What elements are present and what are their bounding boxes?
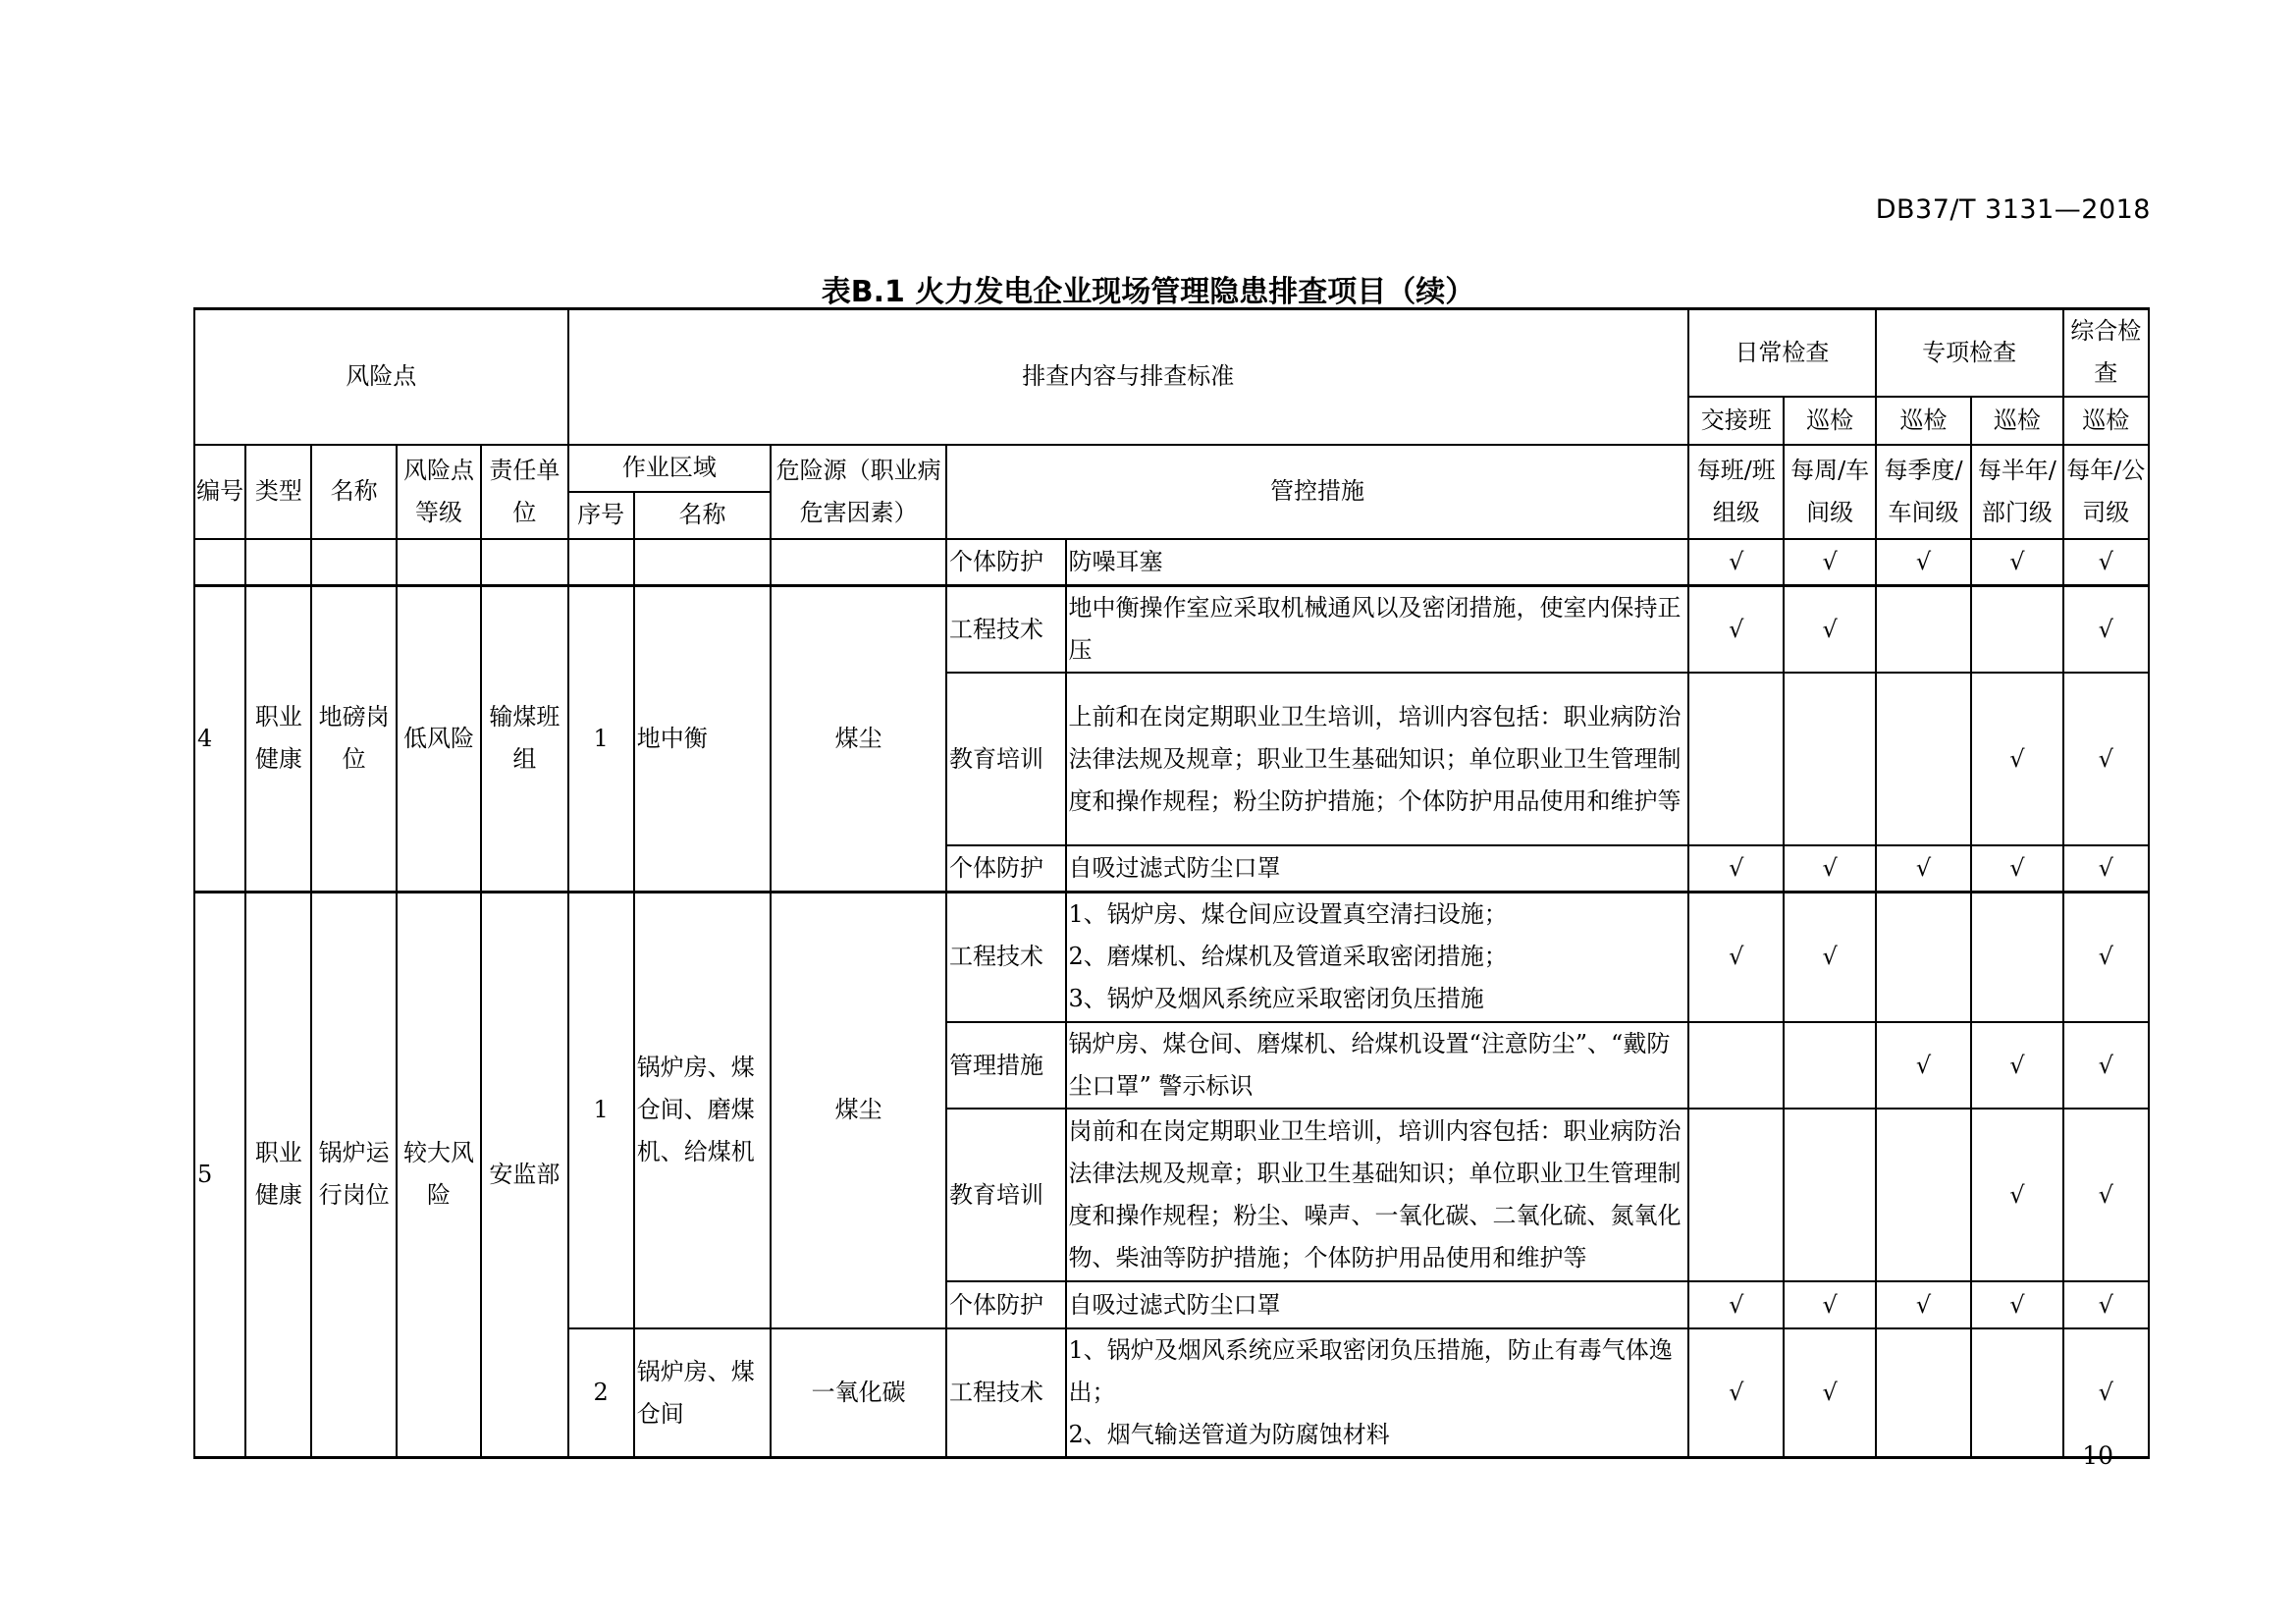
check-mark (1876, 586, 1971, 674)
check-mark: √ (2063, 892, 2149, 1022)
check-mark: √ (1688, 892, 1784, 1022)
check-mark: √ (1876, 1022, 1971, 1109)
risk-type: 职业健康 (245, 586, 311, 893)
hazard-source: 煤尘 (771, 892, 946, 1328)
header-daily-check: 日常检查 (1688, 309, 1876, 397)
header-frequency: 每季度/车间级 (1876, 445, 1971, 539)
header-frequency: 每班/班组级 (1688, 445, 1784, 539)
check-mark: √ (1688, 539, 1784, 586)
check-mark (1971, 586, 2062, 674)
risk-level: 低风险 (397, 586, 481, 893)
check-mark: √ (2063, 673, 2149, 845)
check-mark: √ (1688, 586, 1784, 674)
control-measure: 锅炉房、煤仓间、磨煤机、给煤机设置“注意防尘”、“戴防尘口罩” 警示标识 (1066, 1022, 1689, 1109)
cell-empty (194, 539, 245, 586)
check-mark: √ (2063, 1328, 2149, 1458)
header-special-check: 专项检查 (1876, 309, 2063, 397)
cell-empty (771, 539, 946, 586)
check-mark (1784, 673, 1875, 845)
responsible-unit: 输煤班组 (481, 586, 567, 893)
control-measure: 自吸过滤式防尘口罩 (1066, 845, 1689, 892)
area-name: 锅炉房、煤仓间、磨煤机、给煤机 (634, 892, 772, 1328)
control-category: 个体防护 (946, 845, 1065, 892)
control-measure (1066, 892, 1689, 1022)
check-mark (1688, 673, 1784, 845)
header-number: 编号 (194, 445, 245, 539)
check-mark (1876, 673, 1971, 845)
header-hazard: 危险源（职业病危害因素） (771, 445, 946, 539)
cell-empty (481, 539, 567, 586)
header-area-name: 名称 (634, 492, 772, 539)
control-measure: 自吸过滤式防尘口罩 (1066, 1281, 1689, 1328)
check-mark: √ (1971, 845, 2062, 892)
check-mark (1688, 1109, 1784, 1281)
measure-line: 1、锅炉房、煤仓间应设置真空清扫设施； (1068, 900, 1508, 929)
header-responsible-unit: 责任单位 (481, 445, 567, 539)
cell-empty (568, 539, 634, 586)
area-sequence: 2 (568, 1328, 634, 1458)
header-comprehensive-check: 综合检查 (2063, 309, 2149, 397)
cell-empty (397, 539, 481, 586)
cell-empty (245, 539, 311, 586)
check-mark: √ (1784, 892, 1875, 1022)
table-title: 表B.1 火力发电企业现场管理隐患排查项目（续） (821, 275, 1475, 309)
check-mark: √ (2063, 539, 2149, 586)
cell-empty (311, 539, 396, 586)
hazard-source: 煤尘 (771, 586, 946, 893)
check-mark: √ (1971, 1109, 2062, 1281)
check-mark: √ (1688, 1281, 1784, 1328)
check-mark: √ (1971, 1281, 2062, 1328)
check-mark (1971, 1328, 2062, 1458)
check-mark (1971, 892, 2062, 1022)
check-mark: √ (1876, 845, 1971, 892)
check-mark: √ (1876, 539, 1971, 586)
check-mark: √ (1784, 1328, 1875, 1458)
control-category: 工程技术 (946, 586, 1065, 674)
check-mark: √ (2063, 1109, 2149, 1281)
check-mark: √ (1971, 673, 2062, 845)
header-sequence: 序号 (568, 492, 634, 539)
header-patrol: 巡检 (2063, 397, 2149, 445)
control-measure: 上前和在岗定期职业卫生培训，培训内容包括：职业病防治法律法规及规章；职业卫生基础知识；单位职业卫生管理制度和操作规程；粉尘防护措施；个体防护用品使用和维护等 (1066, 673, 1689, 845)
header-frequency: 每周/车间级 (1784, 445, 1875, 539)
check-mark (1784, 1022, 1875, 1109)
header-type: 类型 (245, 445, 311, 539)
header-control-measures: 管控措施 (946, 445, 1688, 539)
check-mark: √ (1971, 539, 2062, 586)
area-name: 锅炉房、煤仓间 (634, 1328, 772, 1458)
measure-line: 2、磨煤机、给煤机及管道采取密闭措施； (1068, 943, 1508, 971)
hazard-source: 一氧化碳 (771, 1328, 946, 1458)
area-name: 地中衡 (634, 586, 772, 893)
check-mark: √ (1784, 845, 1875, 892)
check-mark: √ (2063, 1022, 2149, 1109)
check-mark: √ (1971, 1022, 2062, 1109)
control-category: 管理措施 (946, 1022, 1065, 1109)
risk-number: 4 (194, 586, 245, 893)
control-category: 个体防护 (946, 539, 1065, 586)
measure-line: 2、烟气输送管道为防腐蚀材料 (1068, 1421, 1390, 1448)
header-frequency: 每半年/部门级 (1971, 445, 2062, 539)
check-mark (1688, 1022, 1784, 1109)
check-mark (1784, 1109, 1875, 1281)
standard-code: DB37/T 3131—2018 (1875, 194, 2151, 225)
header-name: 名称 (311, 445, 396, 539)
measure-line: 3、锅炉及烟风系统应采取密闭负压措施 (1068, 985, 1484, 1013)
check-mark (1876, 892, 1971, 1022)
check-mark: √ (1688, 845, 1784, 892)
risk-type: 职业健康 (245, 892, 311, 1458)
control-category: 教育培训 (946, 673, 1065, 845)
check-mark (1876, 1328, 1971, 1458)
responsible-unit: 安监部 (481, 892, 567, 1458)
header-work-area: 作业区域 (568, 445, 772, 492)
check-mark: √ (1784, 539, 1875, 586)
risk-name: 锅炉运行岗位 (311, 892, 396, 1458)
header-frequency: 每年/公司级 (2063, 445, 2149, 539)
control-measure (1066, 1328, 1689, 1458)
control-category: 个体防护 (946, 1281, 1065, 1328)
check-mark: √ (1784, 1281, 1875, 1328)
header-patrol: 巡检 (1784, 397, 1875, 445)
control-category: 工程技术 (946, 892, 1065, 1022)
header-shift-handover: 交接班 (1688, 397, 1784, 445)
header-patrol: 巡检 (1876, 397, 1971, 445)
header-patrol: 巡检 (1971, 397, 2062, 445)
page-number: 10 (2082, 1441, 2113, 1470)
check-mark: √ (1688, 1328, 1784, 1458)
check-mark: √ (2063, 845, 2149, 892)
risk-level: 较大风险 (397, 892, 481, 1458)
check-mark (1876, 1109, 1971, 1281)
check-mark: √ (1784, 586, 1875, 674)
control-measure: 岗前和在岗定期职业卫生培训，培训内容包括：职业病防治法律法规及规章；职业卫生基础知识；单位职业卫生管理制度和操作规程；粉尘、噪声、一氧化碳、二氧化硫、氮氧化物、柴油等防护措施；个体防护用品使用和维护等 (1066, 1109, 1689, 1281)
inspection-table (193, 307, 2150, 1459)
check-mark: √ (1876, 1281, 1971, 1328)
check-mark: √ (2063, 1281, 2149, 1328)
check-mark: √ (2063, 586, 2149, 674)
control-measure: 防噪耳塞 (1066, 539, 1689, 586)
header-risk-point: 风险点 (194, 309, 568, 445)
control-measure: 地中衡操作室应采取机械通风以及密闭措施，使室内保持正压 (1066, 586, 1689, 674)
measure-line: 1、锅炉及烟风系统应采取密闭负压措施，防止有毒气体逸出； (1068, 1336, 1673, 1406)
control-category: 教育培训 (946, 1109, 1065, 1281)
area-sequence: 1 (568, 892, 634, 1328)
area-sequence: 1 (568, 586, 634, 893)
header-risk-level: 风险点等级 (397, 445, 481, 539)
control-category: 工程技术 (946, 1328, 1065, 1458)
header-inspection-content: 排查内容与排查标准 (568, 309, 1689, 445)
risk-name: 地磅岗位 (311, 586, 396, 893)
cell-empty (634, 539, 772, 586)
risk-number: 5 (194, 892, 245, 1458)
